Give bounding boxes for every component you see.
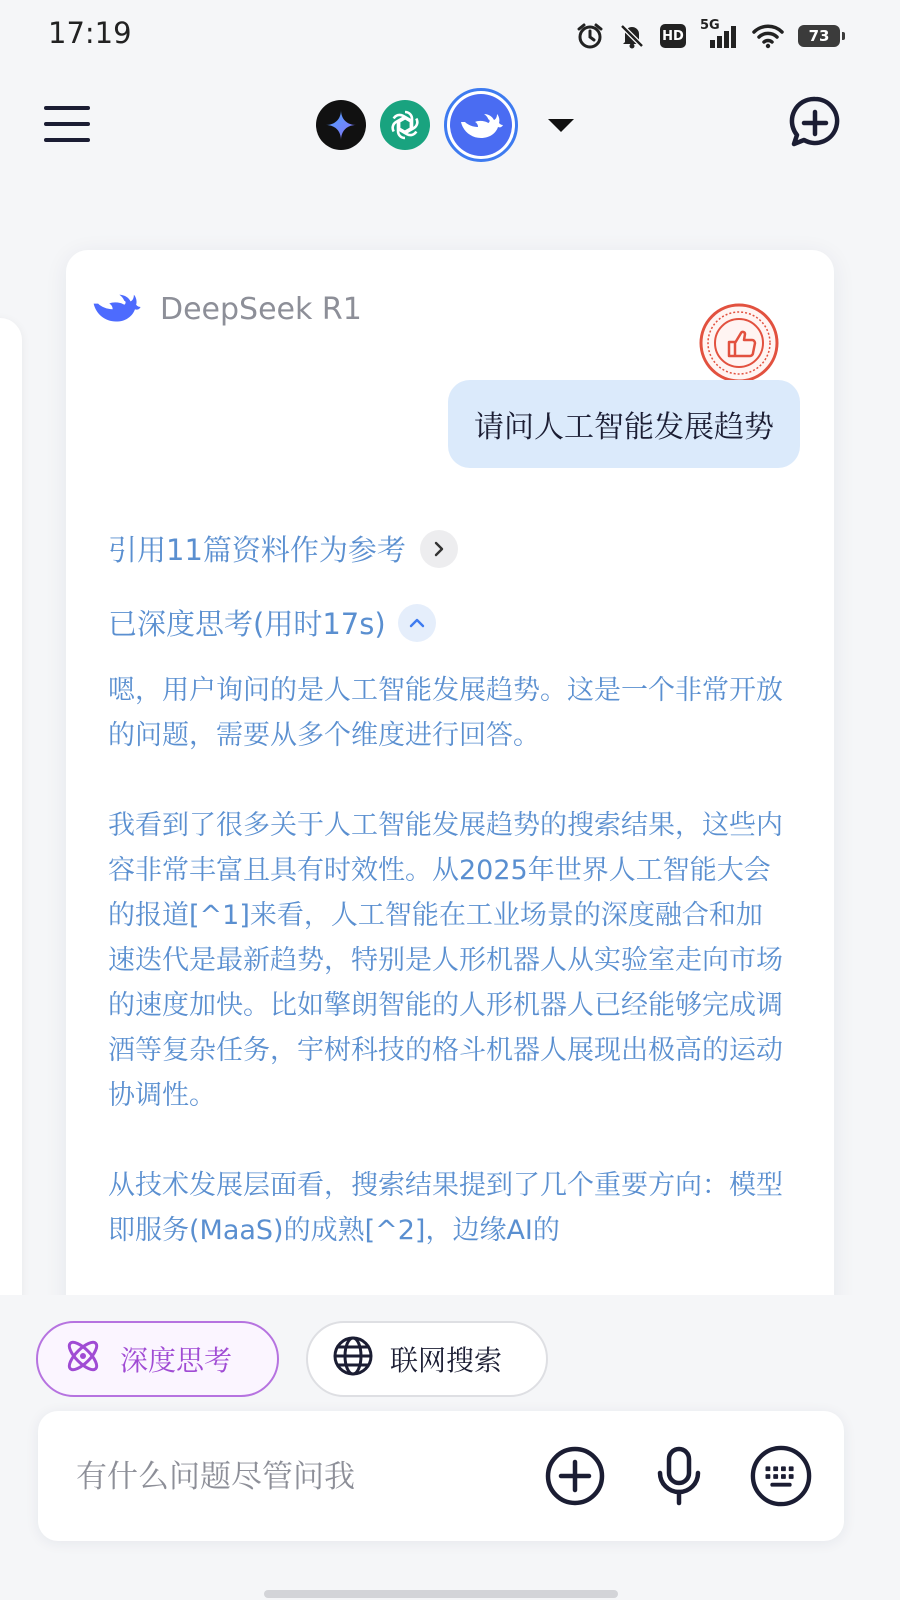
attach-button[interactable] <box>544 1445 606 1507</box>
thinking-paragraph: 嗯，用户询问的是人工智能发展趋势。这是一个非常开放的问题，需要从多个维度进行回答。 <box>108 675 783 751</box>
thinking-toggle[interactable] <box>108 602 436 643</box>
model-header <box>90 288 362 330</box>
user-message-text: 请问人工智能发展趋势 <box>474 410 774 445</box>
chat-card <box>66 250 834 1350</box>
thinking-paragraph: 我看到了很多关于人工智能发展趋势的搜索结果，这些内容非常丰富且具有时效性。从2025年世界人工智能大会的报道[^1]来看，人工智能在工业场景的深度融合和加速迭代是最新趋势，特别是人形机器人从实验室走向市场的速度加快。比如擎朗智能的人形机器人已经能够完成调酒等复杂任务，宇树科技的格斗机器人展现出极高的运动协调性。 <box>108 810 783 1111</box>
status-icons <box>576 20 840 52</box>
message-input-box <box>38 1411 844 1541</box>
thinking-paragraph: 从技术发展层面看，搜索结果提到了几个重要方向：模型即服务(MaaS)的成熟[^2]，边缘AI的 <box>108 1170 783 1246</box>
deepseek-model-selected[interactable] <box>444 88 518 162</box>
deep-think-label: 深度思考 <box>120 1344 233 1377</box>
message-input[interactable] <box>76 1447 536 1507</box>
references-toggle[interactable] <box>108 528 458 569</box>
alarm-icon <box>576 22 604 50</box>
keyboard-icon <box>750 1444 812 1508</box>
thumbs-up-stamp-icon <box>698 302 780 384</box>
thinking-status: 已深度思考(用时17s) <box>108 607 386 641</box>
voice-input-button[interactable] <box>648 1445 710 1507</box>
menu-line <box>44 106 90 110</box>
chevron-right-icon[interactable] <box>420 530 458 568</box>
chatgpt-icon[interactable] <box>380 100 430 150</box>
references-label: 引用11篇资料作为参考 <box>108 533 406 567</box>
menu-line <box>44 138 90 142</box>
new-chat-icon <box>786 94 844 152</box>
composer-panel <box>0 1295 900 1600</box>
previous-card-peek[interactable] <box>0 318 22 1318</box>
status-bar <box>0 0 900 70</box>
web-search-toggle[interactable] <box>306 1321 548 1397</box>
keyboard-button[interactable] <box>750 1445 812 1507</box>
deep-think-toggle[interactable] <box>36 1321 279 1397</box>
new-chat-button[interactable] <box>786 94 844 152</box>
5g-signal-icon <box>700 18 738 50</box>
chevron-up-icon[interactable] <box>398 604 436 642</box>
model-switcher[interactable] <box>316 86 574 164</box>
mute-icon <box>618 22 646 50</box>
web-search-label: 联网搜索 <box>390 1344 503 1377</box>
battery-icon: 73 <box>798 25 840 47</box>
model-dropdown-caret-icon[interactable] <box>548 119 574 132</box>
deepseek-icon <box>450 94 512 156</box>
menu-line <box>44 122 90 126</box>
user-message-bubble[interactable] <box>448 380 800 468</box>
hd-icon: HD <box>660 24 686 48</box>
top-bar <box>0 80 900 170</box>
gemini-icon[interactable] <box>316 100 366 150</box>
deepseek-logo-icon <box>90 288 142 330</box>
globe-icon <box>332 1335 374 1384</box>
plus-circle-icon <box>544 1445 606 1507</box>
home-indicator[interactable] <box>264 1590 618 1598</box>
menu-button[interactable] <box>44 102 90 146</box>
atom-icon <box>62 1335 104 1384</box>
status-time: 17:19 <box>48 16 132 50</box>
model-name: DeepSeek R1 <box>160 291 362 327</box>
microphone-icon <box>654 1445 704 1507</box>
network-label: 5G <box>700 18 720 33</box>
thinking-content <box>108 668 788 1298</box>
wifi-icon <box>752 23 784 49</box>
